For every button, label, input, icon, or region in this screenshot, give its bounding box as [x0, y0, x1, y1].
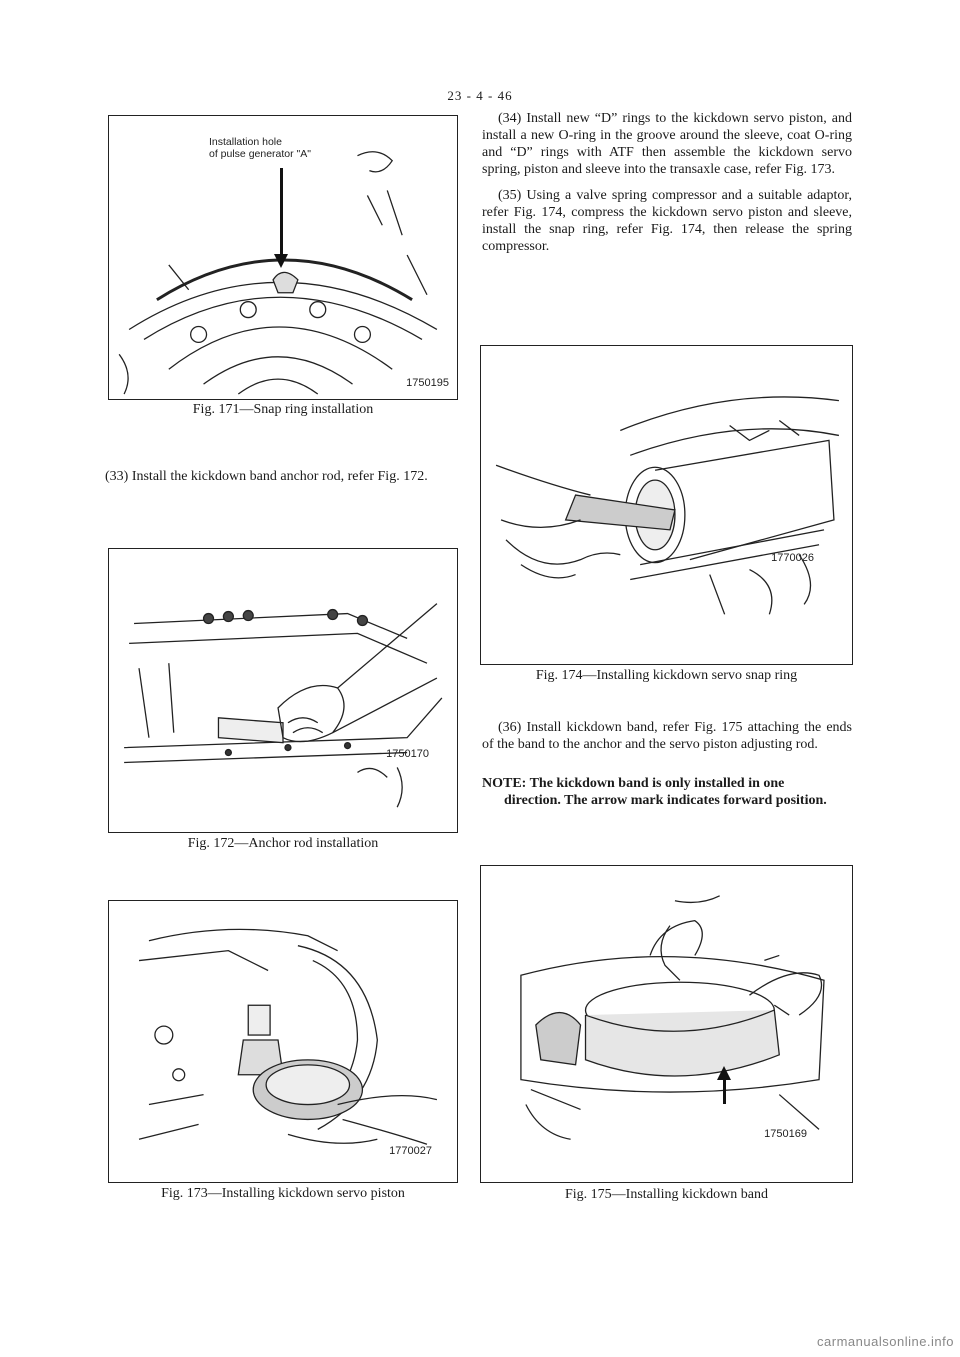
figure-code: 1750169	[764, 1128, 807, 1140]
figure-code: 1750170	[386, 748, 429, 760]
snap-ring-compressor-illustration	[481, 346, 852, 664]
step-36: (36) Install kickdown band, refer Fig. 175 attaching the ends of the band to the anchor and the servo piston adjusting rod.	[482, 720, 852, 752]
figure-173-caption: Fig. 173—Installing kickdown servo piston	[161, 1186, 405, 1201]
anchor-rod-illustration	[109, 549, 457, 832]
figure-175	[480, 865, 853, 1183]
figure-172	[108, 548, 458, 833]
figure-174-caption: Fig. 174—Installing kickdown servo snap ring	[535, 668, 798, 683]
figure-173	[108, 900, 458, 1183]
callout-arrow-icon	[280, 168, 283, 256]
note-block	[482, 775, 852, 809]
step-33: (33) Install the kickdown band anchor rod, refer Fig. 172.	[105, 469, 428, 484]
figure-172-caption: Fig. 172—Anchor rod installation	[187, 836, 379, 851]
footer-watermark: carmanualsonline.info	[817, 1334, 954, 1349]
callout-line-2: of pulse generator "A"	[209, 148, 312, 160]
callout-arrowhead-icon	[274, 254, 288, 268]
figure-174	[480, 345, 853, 665]
figure-175-caption: Fig. 175—Installing kickdown band	[565, 1187, 768, 1202]
step-34: (34) Install new “D” rings to the kickdown servo piston, and install a new O-ring in the groove around the sleeve, coat O-ring and “D” rings with ATF then assemble the kickdown servo spring, piston and sleeve into the transaxle case, refer Fig. 173.	[482, 111, 852, 177]
figure-code: 1750195	[406, 377, 449, 389]
note-rest: direction. The arrow mark indicates forward position.	[504, 793, 827, 808]
callout-label	[209, 136, 311, 160]
note-line-1: NOTE: The kickdown band is only installed in one	[482, 776, 785, 791]
figure-171-caption: Fig. 171—Snap ring installation	[192, 402, 374, 417]
forward-arrowhead-icon	[717, 1066, 731, 1080]
servo-piston-illustration	[109, 901, 457, 1182]
page-number: 23 - 4 - 46	[447, 88, 513, 103]
figure-code: 1770026	[771, 552, 814, 564]
forward-arrow-icon	[723, 1078, 726, 1104]
figure-171	[108, 115, 458, 400]
figure-code: 1770027	[389, 1145, 432, 1157]
callout-line-1: Installation hole	[209, 136, 282, 148]
step-35: (35) Using a valve spring compressor and a suitable adaptor, refer Fig. 174, compress the kickdown servo piston and sleeve, install the snap ring, refer Fig. 174, then release the spring compressor.	[482, 188, 852, 254]
